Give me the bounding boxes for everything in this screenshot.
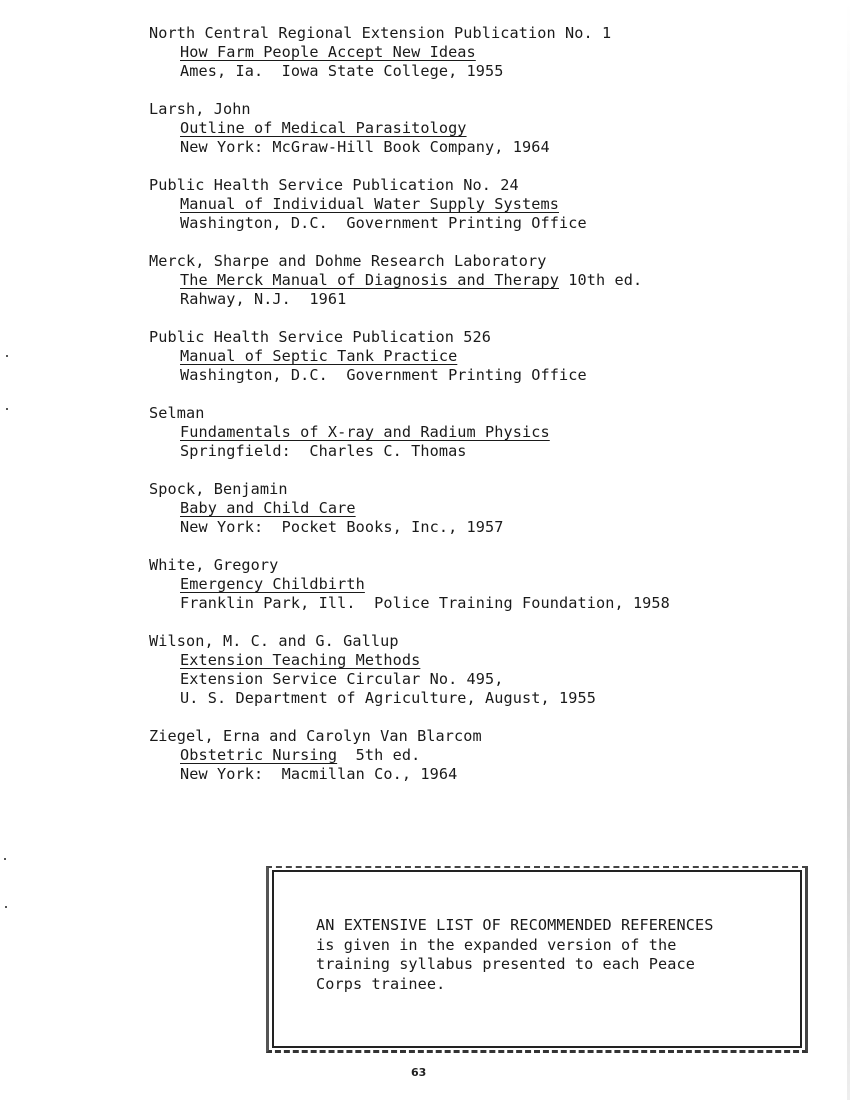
reference-entry — [149, 404, 809, 461]
scan-speck — [6, 408, 8, 410]
reference-publisher: New York: McGraw-Hill Book Company, 1964 — [180, 138, 550, 156]
reference-publisher: Rahway, N.J. 1961 — [180, 290, 347, 308]
scan-speck — [6, 355, 8, 357]
reference-publisher: Franklin Park, Ill. Police Training Foundation, 1958 — [180, 594, 670, 612]
reference-publisher: Extension Service Circular No. 495, — [180, 670, 504, 688]
reference-entry — [149, 328, 809, 385]
reference-entry — [149, 556, 809, 613]
note-line: training syllabus presented to each Peace — [316, 955, 695, 973]
scan-speck — [5, 906, 7, 908]
reference-title: Obstetric Nursing — [180, 746, 338, 764]
reference-title: Manual of Individual Water Supply Systems — [180, 195, 559, 213]
reference-source: Spock, Benjamin — [149, 480, 288, 498]
reference-publisher: New York: Pocket Books, Inc., 1957 — [180, 518, 504, 536]
reference-entry — [149, 24, 809, 81]
reference-title: How Farm People Accept New Ideas — [180, 43, 476, 61]
reference-title: Outline of Medical Parasitology — [180, 119, 467, 137]
reference-title: Extension Teaching Methods — [180, 651, 421, 669]
reference-publisher: Washington, D.C. Government Printing Office — [180, 366, 587, 384]
reference-publisher: New York: Macmillan Co., 1964 — [180, 765, 458, 783]
reference-list — [149, 24, 809, 803]
reference-title-suffix: 10th ed. — [559, 271, 643, 289]
reference-source: Wilson, M. C. and G. Gallup — [149, 632, 399, 650]
reference-entry — [149, 632, 809, 708]
reference-title: Emergency Childbirth — [180, 575, 365, 593]
reference-source: Ziegel, Erna and Carolyn Van Blarcom — [149, 727, 482, 745]
note-line: AN EXTENSIVE LIST OF RECOMMENDED REFERENCES — [316, 916, 714, 934]
reference-source: White, Gregory — [149, 556, 279, 574]
reference-publisher: Ames, Ia. Iowa State College, 1955 — [180, 62, 504, 80]
reference-title: Manual of Septic Tank Practice — [180, 347, 458, 365]
reference-entry — [149, 727, 809, 784]
reference-entry — [149, 480, 809, 537]
note-line: Corps trainee. — [316, 974, 446, 993]
reference-source: Public Health Service Publication 526 — [149, 328, 492, 346]
reference-entry — [149, 252, 809, 309]
reference-title: The Merck Manual of Diagnosis and Therapy — [180, 271, 559, 289]
page-number: 63 — [411, 1066, 427, 1079]
reference-publisher: Washington, D.C. Government Printing Office — [180, 214, 587, 232]
note-text — [316, 916, 776, 994]
reference-source: Public Health Service Publication No. 24 — [149, 176, 519, 194]
note-line: is given in the expanded version of the — [316, 935, 677, 954]
scan-speck — [4, 858, 6, 860]
reference-title-suffix: 5th ed. — [337, 746, 421, 764]
reference-entry — [149, 176, 809, 233]
reference-source: North Central Regional Extension Publication No. 1 — [149, 24, 612, 42]
reference-publisher: Springfield: Charles C. Thomas — [180, 442, 467, 460]
reference-title: Baby and Child Care — [180, 499, 356, 517]
reference-source: Merck, Sharpe and Dohme Research Laboratory — [149, 252, 547, 270]
reference-publisher: U. S. Department of Agriculture, August, 1955 — [180, 689, 596, 707]
reference-source: Larsh, John — [149, 100, 251, 118]
reference-source: Selman — [149, 404, 205, 422]
reference-title: Fundamentals of X-ray and Radium Physics — [180, 423, 550, 441]
reference-entry — [149, 100, 809, 157]
